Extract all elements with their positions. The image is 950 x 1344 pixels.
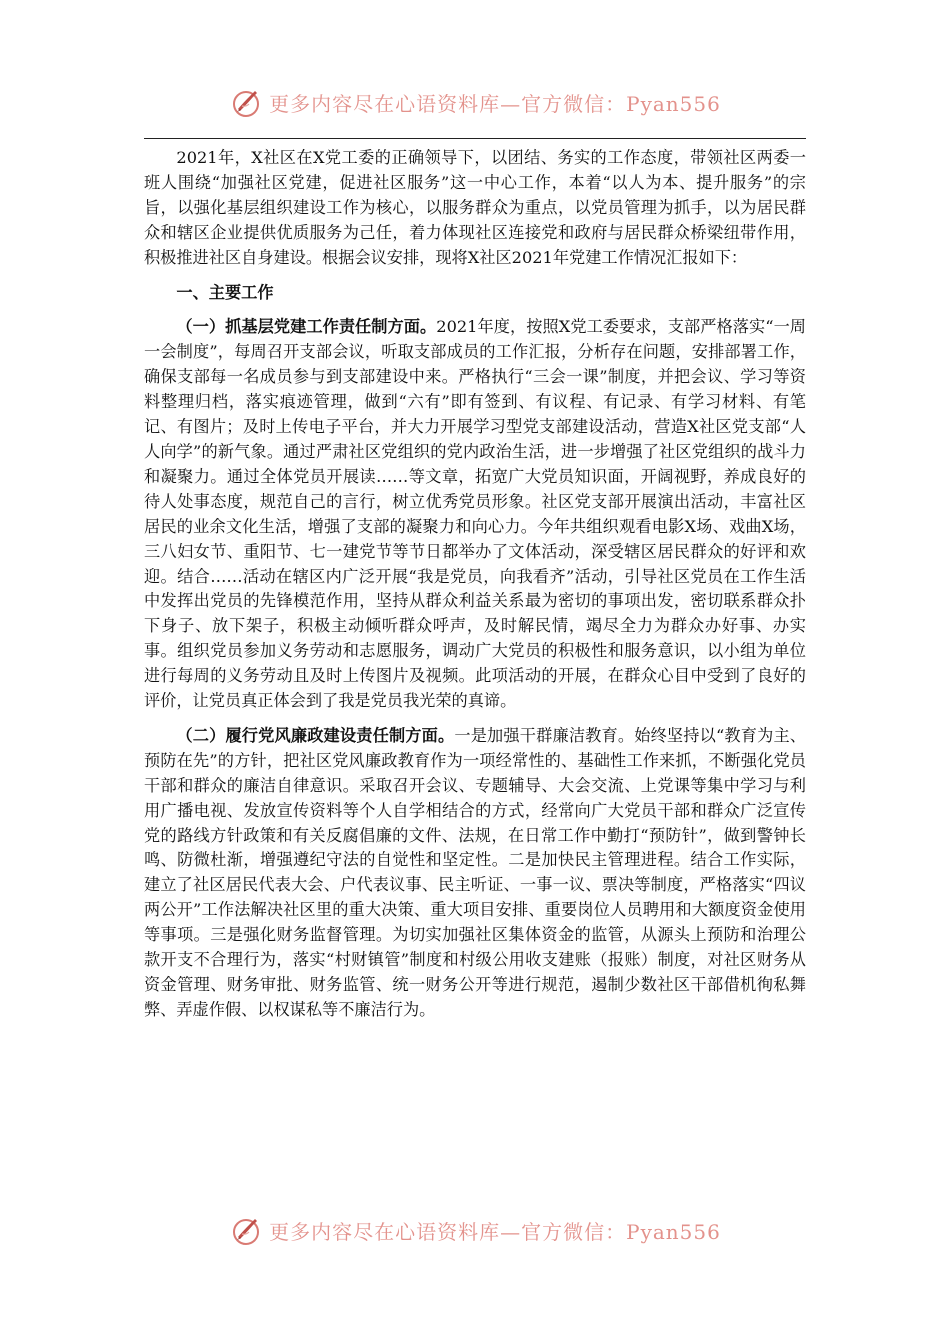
item1-body: 2021年度，按照X党工委要求，支部严格落实“一周一会制度”，每周召开支部会议，听取支部成员的工作汇报，分析存在问题，安排部署工作，确保支部每一名成员参与到支部建设中来。严格执行“三会一课”制度，并把会议、学习等资料整理归档，落实痕迹管理，做到“六有”即有签到、有议程、有记录、有学习材料、有笔记、有图片；及时上传电子平台，并大力开展学习型党支部建设活动，营造X社区党支部“人人向学”的新气象。通过严肃社区党组织的党内政治生活，进一步增强了社区党组织的战斗力和凝聚力。通过全体党员开展读……等文章，拓宽广大党员知识面，开阔视野，养成良好的待人处事态度，规范自己的言行，树立优秀党员形象。社区党支部开展演出活动，丰富社区居民的业余文化生活，增强了支部的凝聚力和向心力。今年共组织观看电影X场、戏曲X场，三八妇女节、重阳节、七一建党节等节日都举办了文体活动，深受辖区居民群众的好评和欢迎。结合……活动在辖区内广泛开展“我是党员，向我看齐”活动，引导社区党员在工作生活中发挥出党员的先锋模范作用，坚持从群众利益关系最为密切的事项出发，密切联系群众扑下身子、放下架子，积极主动倾听群众呼声，及时解民情，竭尽全力为群众办好事、办实事。组织党员参加义务劳动和志愿服务，调动广大党员的积极性和服务意识，以小组为单位进行每周的义务劳动且及时上传图片及视频。此项活动的开展，在群众心目中受到了良好的评价，让党员真正体会到了我是党员我光荣的真谛。 [144,317,806,711]
header-banner [0,82,950,122]
footer-banner [0,1210,950,1250]
item2-paragraph [144,724,806,1023]
item1-lead: （一）抓基层党建工作责任制方面。 [176,317,437,337]
item1-paragraph [144,315,806,714]
footer-banner-text: 更多内容尽在心语资料库—官方微信：Pyan556 [269,1219,721,1244]
item2-lead: （二）履行党风廉政建设责任制方面。 [176,725,455,745]
pen-on-circle-logo-icon [229,1213,263,1247]
pen-on-circle-logo-icon [229,85,263,119]
footer-banner-inner [229,1213,721,1247]
intro-paragraph: 2021年，X社区在X党工委的正确领导下，以团结、务实的工作态度，带领社区两委一班人围绕“加强社区党建，促进社区服务”这一中心工作，本着“以人为本、提升服务”的宗旨，以强化基层组织建设工作为核心，以服务群众为重点，以党员管理为抓手，以为居民群众和辖区企业提供优质服务为己任，着力体现社区连接党和政府与居民群众桥梁纽带作用，积极推进社区自身建设。根据会议安排，现将X社区2021年党建工作情况汇报如下： [144,148,806,267]
item2-body: 一是加强干群廉洁教育。始终坚持以“教育为主、预防在先”的方针，把社区党风廉政教育作为一项经常性的、基础性工作来抓，不断强化党员干部和群众的廉洁自律意识。采取召开会议、专题辅导、大会交流、上党课等集中学习与利用广播电视、发放宣传资料等个人自学相结合的方式，经常向广大党员干部和群众广泛宣传党的路线方针政策和有关反腐倡廉的文件、法规，在日常工作中勤打“预防针”，做到警钟长鸣、防微杜渐，增强遵纪守法的自觉性和坚定性。二是加快民主管理进程。结合工作实际，建立了社区居民代表大会、户代表议事、民主听证、一事一议、票决等制度，严格落实“四议两公开”工作法解决社区里的重大决策、重大项目安排、重要岗位人员聘用和大额度资金使用等事项。三是强化财务监督管理。为切实加强社区集体资金的监管，从源头上预防和治理公款开支不合理行为，落实“村财镇管”制度和村级公用收支建账（报账）制度，对社区财务从资金管理、财务审批、财务监管、统一财务公开等进行规范，遏制少数社区干部借机徇私舞弊、弄虚作假、以权谋私等不廉洁行为。 [144,725,806,1019]
header-divider [144,138,806,139]
header-banner-inner [229,85,721,119]
header-banner-text: 更多内容尽在心语资料库—官方微信：Pyan556 [269,91,721,116]
section-heading: 一、主要工作 [176,282,274,302]
document-body [144,146,806,1023]
